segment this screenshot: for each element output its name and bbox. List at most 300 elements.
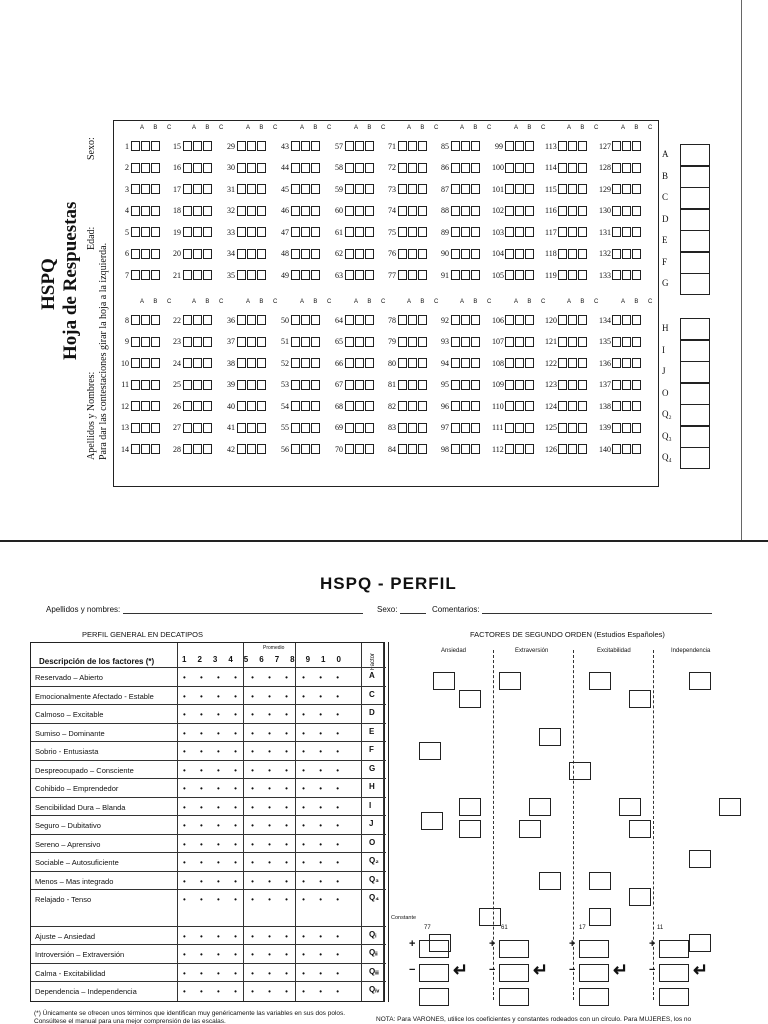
answer-box[interactable] [578,141,587,151]
answer-box[interactable] [247,423,256,433]
result-box[interactable] [499,988,529,1006]
answer-box[interactable] [418,380,427,390]
answer-box[interactable] [141,315,150,325]
answer-box[interactable] [131,163,140,173]
answer-box[interactable] [622,249,631,259]
factor-weight-box[interactable] [629,888,651,906]
answer-box[interactable] [451,315,460,325]
answer-box[interactable] [131,270,140,280]
answer-box[interactable] [355,444,364,454]
answer-box[interactable] [291,401,300,411]
decatipo-dots[interactable]: • • • • • • • • • • [183,728,346,738]
result-box[interactable] [499,940,529,958]
answer-box[interactable] [193,444,202,454]
result-box[interactable] [499,964,529,982]
answer-box[interactable] [408,358,417,368]
answer-box[interactable] [355,423,364,433]
answer-box[interactable] [632,249,641,259]
answer-box[interactable] [418,423,427,433]
answer-box[interactable] [525,444,534,454]
answer-box[interactable] [558,184,567,194]
decatipo-dots[interactable]: • • • • • • • • • • [183,895,346,904]
answer-box[interactable] [398,270,407,280]
decatipo-dots[interactable]: • • • • • • • • • • [183,747,346,756]
answer-box[interactable] [131,141,140,151]
answer-box[interactable] [257,315,266,325]
answer-box[interactable] [612,141,621,151]
answer-box[interactable] [461,315,470,325]
answer-box[interactable] [247,358,256,368]
answer-box[interactable] [257,337,266,347]
answer-box[interactable] [632,444,641,454]
answer-box[interactable] [183,270,192,280]
factor-score-box[interactable] [680,187,710,209]
answer-box[interactable] [558,163,567,173]
factor-score-box[interactable] [680,340,710,362]
answer-box[interactable] [257,206,266,216]
answer-box[interactable] [237,184,246,194]
answer-box[interactable] [203,337,212,347]
answer-box[interactable] [237,444,246,454]
answer-box[interactable] [578,337,587,347]
decatipo-dots[interactable]: • • • • • • • • • • [183,987,346,996]
factor-weight-box[interactable] [689,672,711,690]
answer-box[interactable] [418,141,427,151]
answer-box[interactable] [301,270,310,280]
answer-box[interactable] [203,444,212,454]
factor-weight-box[interactable] [589,872,611,890]
answer-box[interactable] [203,163,212,173]
answer-box[interactable] [471,358,480,368]
answer-box[interactable] [141,206,150,216]
answer-box[interactable] [525,401,534,411]
factor-weight-box[interactable] [459,690,481,708]
answer-box[interactable] [237,380,246,390]
answer-box[interactable] [301,184,310,194]
answer-box[interactable] [471,227,480,237]
answer-box[interactable] [398,206,407,216]
answer-box[interactable] [578,206,587,216]
answer-box[interactable] [558,358,567,368]
decatipo-dots[interactable]: • • • • • • • • • • [183,839,346,849]
answer-box[interactable] [183,380,192,390]
answer-box[interactable] [311,249,320,259]
answer-box[interactable] [612,337,621,347]
answer-box[interactable] [632,423,641,433]
answer-box[interactable] [141,358,150,368]
answer-box[interactable] [131,184,140,194]
answer-box[interactable] [398,401,407,411]
answer-box[interactable] [408,206,417,216]
answer-box[interactable] [505,337,514,347]
answer-box[interactable] [237,227,246,237]
answer-box[interactable] [418,444,427,454]
answer-box[interactable] [131,315,140,325]
answer-box[interactable] [291,423,300,433]
answer-box[interactable] [151,401,160,411]
decatipo-dots[interactable]: • • • • • • • • • • [183,821,346,830]
answer-box[interactable] [257,227,266,237]
answer-box[interactable] [151,141,160,151]
answer-box[interactable] [558,337,567,347]
answer-box[interactable] [568,423,577,433]
factor-weight-box[interactable] [689,850,711,868]
answer-box[interactable] [355,315,364,325]
answer-box[interactable] [451,227,460,237]
answer-box[interactable] [141,184,150,194]
answer-box[interactable] [461,141,470,151]
answer-box[interactable] [345,380,354,390]
answer-box[interactable] [558,206,567,216]
answer-box[interactable] [612,270,621,280]
answer-box[interactable] [418,337,427,347]
result-box[interactable] [659,988,689,1006]
answer-box[interactable] [505,401,514,411]
answer-box[interactable] [257,141,266,151]
result-box[interactable] [579,988,609,1006]
answer-box[interactable] [141,401,150,411]
answer-box[interactable] [398,358,407,368]
answer-box[interactable] [203,315,212,325]
answer-box[interactable] [365,227,374,237]
answer-box[interactable] [568,358,577,368]
factor-weight-box[interactable] [589,908,611,926]
answer-box[interactable] [408,315,417,325]
answer-box[interactable] [578,227,587,237]
answer-box[interactable] [193,141,202,151]
answer-box[interactable] [471,270,480,280]
answer-box[interactable] [505,423,514,433]
answer-box[interactable] [193,315,202,325]
answer-box[interactable] [558,227,567,237]
answer-box[interactable] [461,249,470,259]
answer-box[interactable] [622,337,631,347]
answer-box[interactable] [515,444,524,454]
decatipo-dots[interactable]: • • • • • • • • • • [183,784,346,793]
answer-box[interactable] [632,358,641,368]
answer-box[interactable] [408,227,417,237]
answer-box[interactable] [193,249,202,259]
answer-box[interactable] [515,163,524,173]
answer-box[interactable] [408,380,417,390]
answer-box[interactable] [345,184,354,194]
answer-box[interactable] [515,270,524,280]
answer-box[interactable] [632,163,641,173]
answer-box[interactable] [398,141,407,151]
answer-box[interactable] [451,270,460,280]
answer-box[interactable] [237,206,246,216]
answer-box[interactable] [247,380,256,390]
answer-box[interactable] [568,141,577,151]
answer-box[interactable] [365,444,374,454]
answer-box[interactable] [558,249,567,259]
answer-box[interactable] [141,423,150,433]
answer-box[interactable] [141,380,150,390]
answer-box[interactable] [257,423,266,433]
answer-box[interactable] [558,141,567,151]
answer-box[interactable] [183,249,192,259]
answer-box[interactable] [193,206,202,216]
answer-box[interactable] [418,227,427,237]
answer-box[interactable] [515,401,524,411]
answer-box[interactable] [247,184,256,194]
answer-box[interactable] [578,401,587,411]
answer-box[interactable] [237,163,246,173]
answer-box[interactable] [505,227,514,237]
answer-box[interactable] [345,401,354,411]
answer-box[interactable] [525,249,534,259]
answer-box[interactable] [311,227,320,237]
answer-box[interactable] [301,444,310,454]
answer-box[interactable] [183,206,192,216]
factor-weight-box[interactable] [719,798,741,816]
answer-box[interactable] [301,380,310,390]
answer-box[interactable] [408,444,417,454]
answer-box[interactable] [398,227,407,237]
answer-box[interactable] [141,444,150,454]
answer-box[interactable] [622,206,631,216]
answer-box[interactable] [183,337,192,347]
answer-box[interactable] [578,184,587,194]
answer-box[interactable] [151,380,160,390]
answer-box[interactable] [418,270,427,280]
factor-score-box[interactable] [680,273,710,295]
answer-box[interactable] [612,358,621,368]
answer-box[interactable] [131,358,140,368]
answer-box[interactable] [203,423,212,433]
decatipo-dots[interactable]: • • • • • • • • • • [183,673,346,682]
answer-box[interactable] [151,337,160,347]
answer-box[interactable] [612,249,621,259]
factor-weight-box[interactable] [539,728,561,746]
answer-box[interactable] [257,401,266,411]
answer-box[interactable] [365,141,374,151]
answer-box[interactable] [398,184,407,194]
answer-box[interactable] [612,423,621,433]
answer-box[interactable] [525,227,534,237]
answer-box[interactable] [355,249,364,259]
answer-box[interactable] [632,184,641,194]
answer-box[interactable] [398,423,407,433]
answer-box[interactable] [311,358,320,368]
answer-box[interactable] [193,163,202,173]
answer-box[interactable] [257,249,266,259]
answer-box[interactable] [365,206,374,216]
answer-box[interactable] [505,315,514,325]
answer-box[interactable] [505,249,514,259]
answer-box[interactable] [193,337,202,347]
answer-box[interactable] [568,184,577,194]
answer-box[interactable] [203,227,212,237]
answer-box[interactable] [451,401,460,411]
answer-box[interactable] [355,337,364,347]
answer-box[interactable] [622,423,631,433]
factor-score-box[interactable] [680,166,710,188]
answer-box[interactable] [131,249,140,259]
answer-box[interactable] [247,141,256,151]
answer-box[interactable] [365,184,374,194]
answer-box[interactable] [525,337,534,347]
answer-box[interactable] [418,315,427,325]
answer-box[interactable] [461,444,470,454]
answer-box[interactable] [525,380,534,390]
result-box[interactable] [419,988,449,1006]
answer-box[interactable] [365,358,374,368]
answer-box[interactable] [558,270,567,280]
answer-box[interactable] [525,184,534,194]
answer-box[interactable] [355,401,364,411]
answer-box[interactable] [291,163,300,173]
answer-box[interactable] [257,380,266,390]
answer-box[interactable] [311,206,320,216]
answer-box[interactable] [418,401,427,411]
answer-box[interactable] [568,401,577,411]
factor-score-box[interactable] [680,230,710,252]
answer-box[interactable] [355,184,364,194]
answer-box[interactable] [505,380,514,390]
answer-box[interactable] [237,337,246,347]
factor-score-box[interactable] [680,404,710,426]
decatipo-dots[interactable]: • • • • • • • • • • [183,858,346,867]
answer-box[interactable] [578,163,587,173]
answer-box[interactable] [365,401,374,411]
answer-box[interactable] [247,315,256,325]
answer-box[interactable] [203,184,212,194]
answer-box[interactable] [471,163,480,173]
answer-box[interactable] [408,141,417,151]
answer-box[interactable] [451,206,460,216]
answer-box[interactable] [632,270,641,280]
answer-box[interactable] [568,380,577,390]
answer-box[interactable] [365,270,374,280]
answer-box[interactable] [151,227,160,237]
answer-box[interactable] [355,380,364,390]
answer-box[interactable] [612,444,621,454]
answer-box[interactable] [408,163,417,173]
answer-box[interactable] [505,184,514,194]
answer-box[interactable] [311,315,320,325]
answer-box[interactable] [193,227,202,237]
answer-box[interactable] [301,141,310,151]
answer-box[interactable] [183,184,192,194]
answer-box[interactable] [183,227,192,237]
answer-box[interactable] [203,380,212,390]
answer-box[interactable] [515,380,524,390]
answer-box[interactable] [515,206,524,216]
answer-box[interactable] [311,337,320,347]
answer-box[interactable] [301,315,310,325]
answer-box[interactable] [291,315,300,325]
factor-weight-box[interactable] [589,672,611,690]
answer-box[interactable] [141,163,150,173]
answer-box[interactable] [461,227,470,237]
sexo-field[interactable] [377,605,426,614]
factor-weight-box[interactable] [433,672,455,690]
answer-box[interactable] [237,401,246,411]
answer-box[interactable] [632,315,641,325]
answer-box[interactable] [193,401,202,411]
answer-box[interactable] [311,270,320,280]
factor-score-box[interactable] [680,144,710,166]
answer-box[interactable] [622,270,631,280]
result-box[interactable] [419,940,449,958]
factor-weight-box[interactable] [629,690,651,708]
answer-box[interactable] [365,163,374,173]
answer-box[interactable] [183,444,192,454]
answer-box[interactable] [612,315,621,325]
answer-box[interactable] [451,358,460,368]
answer-box[interactable] [622,163,631,173]
answer-box[interactable] [418,249,427,259]
answer-box[interactable] [632,141,641,151]
answer-box[interactable] [578,358,587,368]
answer-box[interactable] [515,337,524,347]
answer-box[interactable] [291,206,300,216]
factor-weight-box[interactable] [629,820,651,838]
answer-box[interactable] [461,423,470,433]
answer-box[interactable] [451,444,460,454]
answer-box[interactable] [151,358,160,368]
answer-box[interactable] [398,315,407,325]
answer-box[interactable] [237,249,246,259]
answer-box[interactable] [418,206,427,216]
answer-box[interactable] [183,163,192,173]
result-box[interactable] [579,964,609,982]
answer-box[interactable] [568,270,577,280]
answer-box[interactable] [151,423,160,433]
factor-weight-box[interactable] [569,762,591,780]
result-box[interactable] [419,964,449,982]
answer-box[interactable] [247,401,256,411]
answer-box[interactable] [622,315,631,325]
answer-box[interactable] [471,184,480,194]
answer-box[interactable] [568,315,577,325]
answer-box[interactable] [131,337,140,347]
answer-box[interactable] [151,163,160,173]
factor-weight-box[interactable] [619,798,641,816]
answer-box[interactable] [622,401,631,411]
answer-box[interactable] [471,315,480,325]
answer-box[interactable] [471,444,480,454]
answer-box[interactable] [398,337,407,347]
answer-box[interactable] [193,184,202,194]
answer-box[interactable] [247,444,256,454]
answer-box[interactable] [291,337,300,347]
factor-weight-box[interactable] [459,820,481,838]
answer-box[interactable] [151,444,160,454]
answer-box[interactable] [568,337,577,347]
factor-score-box[interactable] [680,252,710,274]
answer-box[interactable] [525,315,534,325]
factor-score-box[interactable] [680,447,710,469]
factor-weight-box[interactable] [421,812,443,830]
answer-box[interactable] [471,423,480,433]
answer-box[interactable] [451,184,460,194]
answer-box[interactable] [365,380,374,390]
answer-box[interactable] [131,401,140,411]
answer-box[interactable] [558,401,567,411]
answer-box[interactable] [622,184,631,194]
answer-box[interactable] [515,227,524,237]
answer-box[interactable] [578,444,587,454]
answer-box[interactable] [247,163,256,173]
answer-box[interactable] [408,249,417,259]
answer-box[interactable] [247,227,256,237]
answer-box[interactable] [505,206,514,216]
answer-box[interactable] [151,206,160,216]
factor-weight-box[interactable] [419,742,441,760]
answer-box[interactable] [203,206,212,216]
